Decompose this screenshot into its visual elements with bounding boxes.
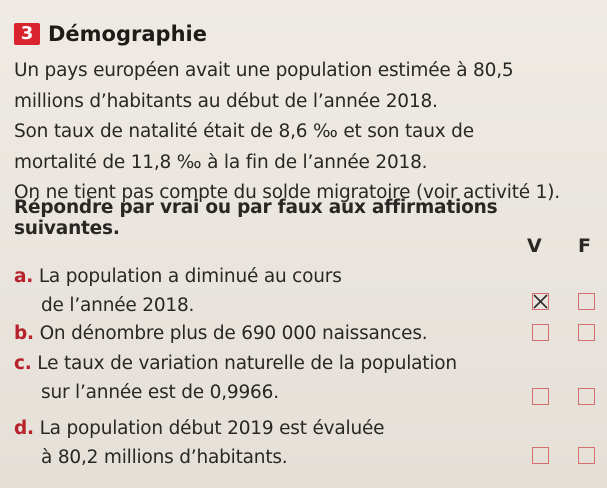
checkbox-a-true[interactable] xyxy=(532,293,549,310)
column-header-false: F xyxy=(578,235,591,257)
intro-line: Son taux de natalité était de 8,6 ‰ et son taux de xyxy=(14,121,474,142)
intro-line: On ne tient pas compte du solde migratoire (voir activité 1). xyxy=(14,182,560,203)
exercise-header xyxy=(14,22,207,46)
checkbox-a-false[interactable] xyxy=(578,293,595,310)
intro-line: Un pays européen avait une population estimée à 80,5 xyxy=(14,60,514,81)
intro-line: mortalité de 11,8 ‰ à la fin de l’année 2018. xyxy=(14,151,428,173)
exercise-intro xyxy=(14,56,599,209)
question-letter: d. xyxy=(14,418,34,439)
column-header-true: V xyxy=(527,235,542,257)
question-a xyxy=(14,262,524,320)
question-b xyxy=(14,319,524,348)
cross-mark-icon xyxy=(532,293,549,310)
instruction: Répondre par vrai ou par faux aux affirmations suivantes. xyxy=(14,197,498,239)
checkbox-d-false[interactable] xyxy=(578,447,595,464)
question-text-continued: sur l’année est de 0,9966. xyxy=(41,382,279,403)
checkbox-c-false[interactable] xyxy=(578,388,595,405)
question-letter: a. xyxy=(14,266,34,287)
question-text: On dénombre plus de 690 000 naissances. xyxy=(39,323,428,344)
checkbox-d-true[interactable] xyxy=(532,447,549,464)
question-text: La population début 2019 est évaluée xyxy=(39,418,385,439)
question-text-continued: de l’année 2018. xyxy=(41,295,195,316)
question-text-continued: à 80,2 millions d’habitants. xyxy=(41,447,288,468)
intro-line: millions d’habitants au début de l’année 2018. xyxy=(14,90,438,112)
checkbox-c-true[interactable] xyxy=(532,388,549,405)
question-text: La population a diminué au cours xyxy=(38,266,342,287)
question-d xyxy=(14,414,524,472)
question-text: Le taux de variation naturelle de la population xyxy=(37,353,457,374)
exercise-number-badge: 3 xyxy=(14,23,40,45)
question-c xyxy=(14,349,524,407)
question-letter: b. xyxy=(14,323,34,344)
checkbox-b-false[interactable] xyxy=(578,324,595,341)
question-letter: c. xyxy=(14,353,32,374)
checkbox-b-true[interactable] xyxy=(532,324,549,341)
exercise-title: Démographie xyxy=(48,22,207,46)
